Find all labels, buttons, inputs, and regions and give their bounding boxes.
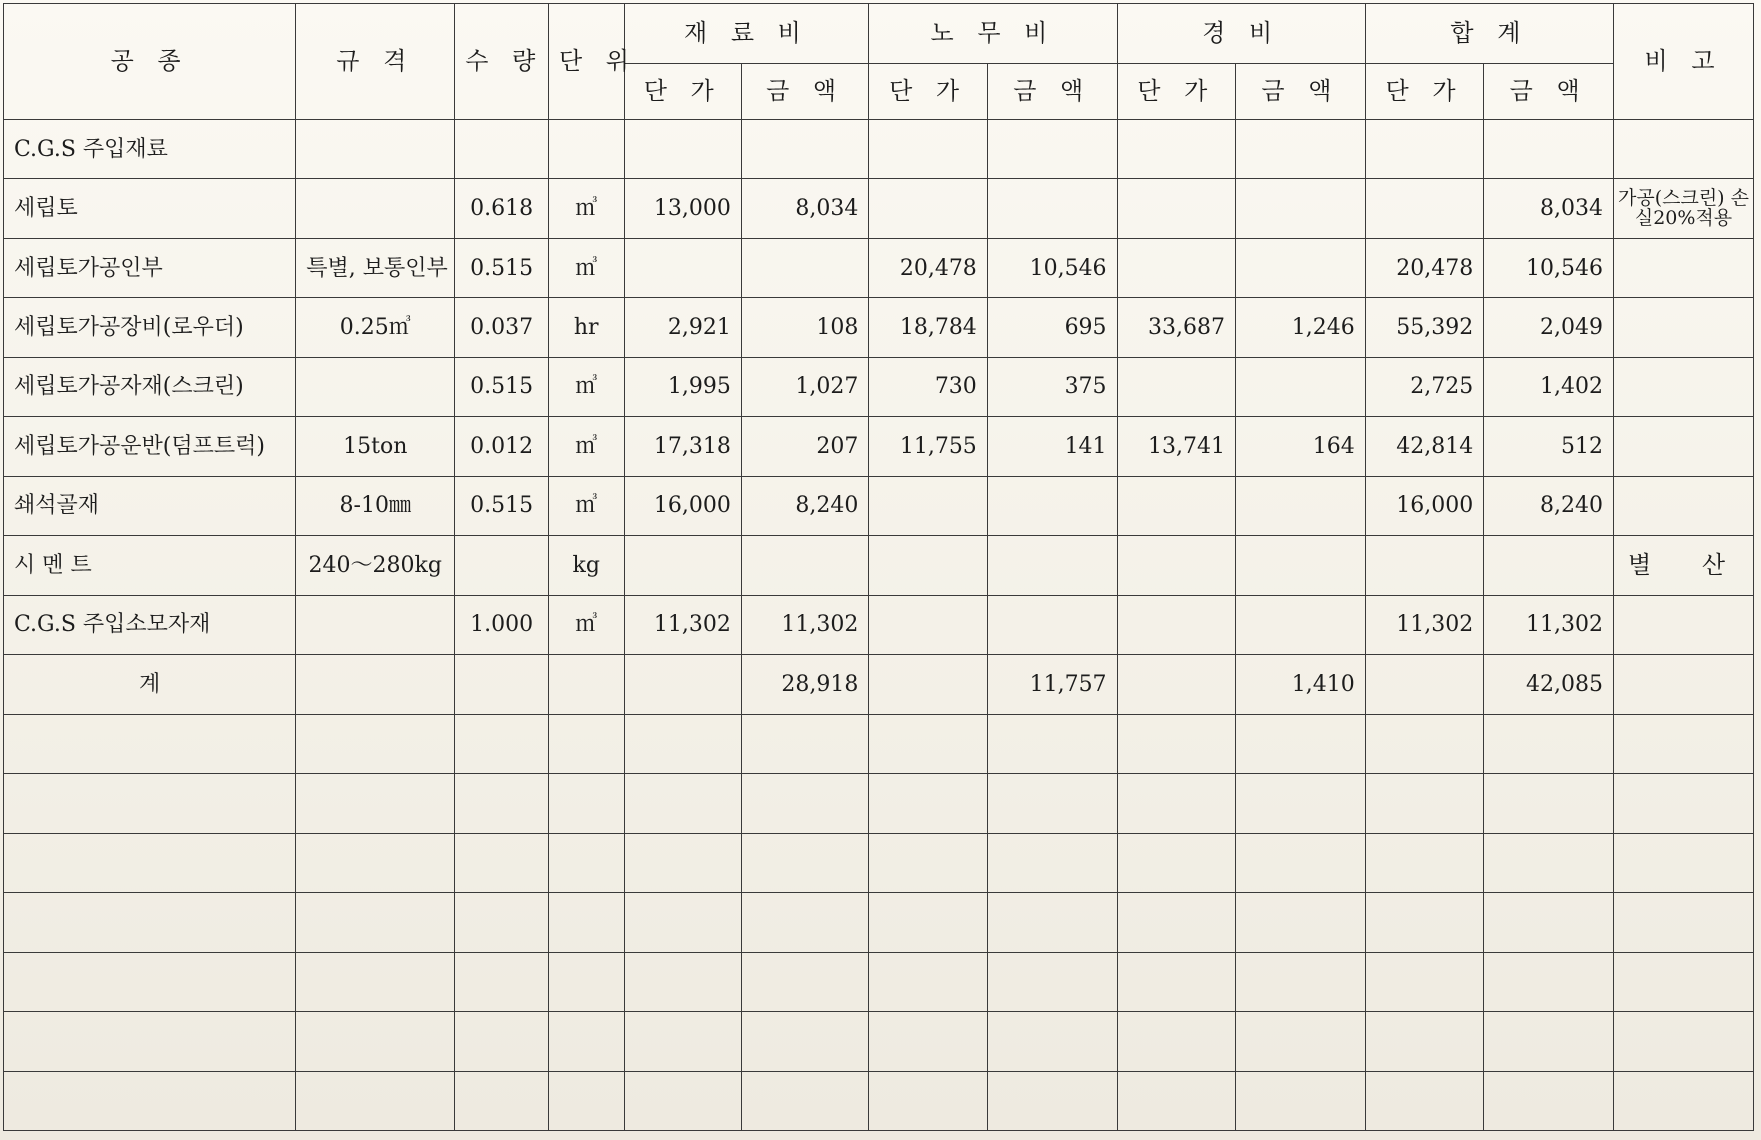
unit-cell: ㎥ (548, 476, 624, 535)
header-expense-amount: 금 액 (1236, 64, 1366, 120)
quantity-cell (455, 1071, 549, 1131)
labor-unit-price-cell (869, 893, 987, 952)
unit-cell: kg (548, 536, 624, 595)
expense-amount-cell (1236, 536, 1366, 595)
header-expense: 경 비 (1117, 4, 1365, 64)
quantity-cell: 0.037 (455, 298, 549, 357)
table-row (4, 774, 1754, 833)
remark-cell (1614, 476, 1754, 535)
unit-cost-table (3, 3, 1754, 1131)
remark-cell (1614, 1012, 1754, 1071)
spec-cell (296, 1012, 455, 1071)
item-name-cell: 계 (4, 655, 296, 714)
table-row (4, 1012, 1754, 1071)
total-unit-price-cell (1365, 893, 1483, 952)
material-unit-price-cell (624, 536, 741, 595)
labor-amount-cell (987, 120, 1117, 179)
expense-unit-price-cell (1117, 179, 1235, 238)
labor-unit-price-cell: 20,478 (869, 238, 987, 297)
unit-cell (548, 774, 624, 833)
material-unit-price-cell: 13,000 (624, 179, 741, 238)
material-amount-cell (741, 120, 868, 179)
material-amount-cell (741, 774, 868, 833)
material-amount-cell: 8,034 (741, 179, 868, 238)
table-row (4, 417, 1754, 476)
total-amount-cell (1484, 893, 1614, 952)
quantity-cell (455, 893, 549, 952)
item-name-cell (4, 1012, 296, 1071)
remark-cell (1614, 357, 1754, 416)
expense-amount-cell (1236, 238, 1366, 297)
expense-amount-cell (1236, 357, 1366, 416)
expense-amount-cell (1236, 120, 1366, 179)
expense-unit-price-cell (1117, 714, 1235, 773)
labor-amount-cell (987, 893, 1117, 952)
total-row (4, 655, 1754, 714)
total-unit-price-cell: 11,302 (1365, 595, 1483, 654)
spec-cell (296, 833, 455, 892)
spec-cell (296, 952, 455, 1011)
expense-amount-cell (1236, 1071, 1366, 1131)
header-item: 공 종 (4, 4, 296, 120)
labor-unit-price-cell (869, 179, 987, 238)
item-name-cell: 세립토 (4, 179, 296, 238)
spec-cell (296, 595, 455, 654)
labor-amount-cell (987, 595, 1117, 654)
unit-cell: ㎥ (548, 417, 624, 476)
labor-unit-price-cell (869, 952, 987, 1011)
material-unit-price-cell: 16,000 (624, 476, 741, 535)
expense-amount-cell (1236, 179, 1366, 238)
item-name-cell: C.G.S 주입소모자재 (4, 595, 296, 654)
material-amount-cell (741, 893, 868, 952)
material-unit-price-cell: 17,318 (624, 417, 741, 476)
labor-unit-price-cell (869, 714, 987, 773)
labor-amount-cell (987, 1012, 1117, 1071)
header-spec: 규 격 (296, 4, 455, 120)
table-row (4, 595, 1754, 654)
unit-cell (548, 952, 624, 1011)
total-unit-price-cell: 55,392 (1365, 298, 1483, 357)
total-unit-price-cell (1365, 179, 1483, 238)
unit-cell (548, 120, 624, 179)
labor-amount-cell (987, 536, 1117, 595)
remark-cell (1614, 893, 1754, 952)
total-unit-price-cell (1365, 120, 1483, 179)
expense-unit-price-cell: 33,687 (1117, 298, 1235, 357)
expense-unit-price-cell (1117, 476, 1235, 535)
labor-amount-cell: 141 (987, 417, 1117, 476)
expense-unit-price-cell (1117, 238, 1235, 297)
material-amount-cell: 108 (741, 298, 868, 357)
total-amount-cell: 8,240 (1484, 476, 1614, 535)
labor-unit-price-cell (869, 833, 987, 892)
labor-unit-price-cell (869, 595, 987, 654)
quantity-cell (455, 833, 549, 892)
expense-amount-cell (1236, 476, 1366, 535)
labor-amount-cell: 695 (987, 298, 1117, 357)
total-amount-cell: 10,546 (1484, 238, 1614, 297)
remark-cell (1614, 774, 1754, 833)
material-amount-cell (741, 714, 868, 773)
total-amount-cell (1484, 714, 1614, 773)
remark-cell (1614, 833, 1754, 892)
item-name-cell (4, 952, 296, 1011)
total-unit-price-cell (1365, 952, 1483, 1011)
remark-cell: 별 산 (1614, 536, 1754, 595)
material-amount-cell: 207 (741, 417, 868, 476)
labor-unit-price-cell: 18,784 (869, 298, 987, 357)
labor-amount-cell (987, 774, 1117, 833)
unit-cell: hr (548, 298, 624, 357)
expense-unit-price-cell (1117, 833, 1235, 892)
header-material: 재 료 비 (624, 4, 869, 64)
header-material-unit-price: 단 가 (624, 64, 741, 120)
remark-cell (1614, 595, 1754, 654)
spec-cell (296, 120, 455, 179)
quantity-cell (455, 536, 549, 595)
material-unit-price-cell (624, 1071, 741, 1131)
material-unit-price-cell (624, 655, 741, 714)
remark-cell (1614, 417, 1754, 476)
expense-amount-cell (1236, 833, 1366, 892)
expense-amount-cell: 1,246 (1236, 298, 1366, 357)
total-unit-price-cell (1365, 774, 1483, 833)
unit-cell (548, 714, 624, 773)
header-labor-amount: 금 액 (987, 64, 1117, 120)
total-amount-cell (1484, 833, 1614, 892)
quantity-cell: 1.000 (455, 595, 549, 654)
material-unit-price-cell (624, 120, 741, 179)
remark-cell (1614, 298, 1754, 357)
labor-amount-cell (987, 714, 1117, 773)
total-amount-cell (1484, 536, 1614, 595)
total-amount-cell: 8,034 (1484, 179, 1614, 238)
total-unit-price-cell: 42,814 (1365, 417, 1483, 476)
remark-cell (1614, 952, 1754, 1011)
quantity-cell (455, 120, 549, 179)
total-unit-price-cell: 20,478 (1365, 238, 1483, 297)
total-unit-price-cell (1365, 1071, 1483, 1131)
expense-unit-price-cell: 13,741 (1117, 417, 1235, 476)
expense-unit-price-cell (1117, 595, 1235, 654)
expense-amount-cell: 164 (1236, 417, 1366, 476)
labor-amount-cell (987, 952, 1117, 1011)
table-row (4, 833, 1754, 892)
header-labor: 노 무 비 (869, 4, 1117, 64)
quantity-cell: 0.515 (455, 357, 549, 416)
unit-cell: ㎥ (548, 595, 624, 654)
unit-cell: ㎥ (548, 357, 624, 416)
unit-cell (548, 1071, 624, 1131)
labor-amount-cell: 10,546 (987, 238, 1117, 297)
labor-unit-price-cell (869, 476, 987, 535)
spec-cell: 0.25㎥ (296, 298, 455, 357)
header-total-amount: 금 액 (1484, 64, 1614, 120)
expense-unit-price-cell (1117, 655, 1235, 714)
labor-unit-price-cell (869, 774, 987, 833)
item-name-cell: 쇄석골재 (4, 476, 296, 535)
expense-amount-cell (1236, 774, 1366, 833)
total-amount-cell: 512 (1484, 417, 1614, 476)
spec-cell: 15ton (296, 417, 455, 476)
labor-unit-price-cell (869, 655, 987, 714)
header-unit: 단 위 (548, 4, 624, 120)
total-amount-cell: 1,402 (1484, 357, 1614, 416)
labor-amount-cell (987, 476, 1117, 535)
quantity-cell: 0.618 (455, 179, 549, 238)
material-amount-cell (741, 1071, 868, 1131)
spec-cell (296, 714, 455, 773)
total-unit-price-cell (1365, 1012, 1483, 1071)
remark-cell: 가공(스크린) 손실20%적용 (1614, 179, 1754, 238)
header-material-amount: 금 액 (741, 64, 868, 120)
labor-amount-cell (987, 179, 1117, 238)
header-remark: 비 고 (1614, 4, 1754, 120)
quantity-cell: 0.515 (455, 476, 549, 535)
material-amount-cell (741, 536, 868, 595)
material-unit-price-cell (624, 238, 741, 297)
item-name-cell: C.G.S 주입재료 (4, 120, 296, 179)
expense-unit-price-cell (1117, 357, 1235, 416)
labor-unit-price-cell (869, 536, 987, 595)
table-row (4, 536, 1754, 595)
remark-cell (1614, 655, 1754, 714)
material-amount-cell (741, 238, 868, 297)
total-amount-cell (1484, 1012, 1614, 1071)
item-name-cell (4, 774, 296, 833)
item-name-cell (4, 1071, 296, 1131)
header-expense-unit-price: 단 가 (1117, 64, 1235, 120)
expense-unit-price-cell (1117, 774, 1235, 833)
spec-cell: 8-10㎜ (296, 476, 455, 535)
total-unit-price-cell (1365, 536, 1483, 595)
material-amount-cell: 11,302 (741, 595, 868, 654)
item-name-cell (4, 714, 296, 773)
labor-unit-price-cell (869, 1012, 987, 1071)
material-unit-price-cell (624, 952, 741, 1011)
material-unit-price-cell: 11,302 (624, 595, 741, 654)
table-row (4, 120, 1754, 179)
table-row (4, 298, 1754, 357)
labor-amount-cell (987, 833, 1117, 892)
labor-unit-price-cell (869, 1071, 987, 1131)
quantity-cell: 0.012 (455, 417, 549, 476)
material-amount-cell: 28,918 (741, 655, 868, 714)
labor-unit-price-cell: 11,755 (869, 417, 987, 476)
expense-amount-cell (1236, 714, 1366, 773)
quantity-cell: 0.515 (455, 238, 549, 297)
material-unit-price-cell (624, 833, 741, 892)
remark-cell (1614, 714, 1754, 773)
labor-amount-cell: 11,757 (987, 655, 1117, 714)
material-unit-price-cell (624, 714, 741, 773)
spec-cell (296, 1071, 455, 1131)
total-unit-price-cell (1365, 833, 1483, 892)
material-unit-price-cell (624, 1012, 741, 1071)
total-amount-cell (1484, 120, 1614, 179)
table-header (4, 4, 1754, 120)
expense-unit-price-cell (1117, 1012, 1235, 1071)
table-row (4, 952, 1754, 1011)
spec-cell (296, 179, 455, 238)
material-amount-cell: 8,240 (741, 476, 868, 535)
labor-amount-cell: 375 (987, 357, 1117, 416)
item-name-cell: 세립토가공자재(스크린) (4, 357, 296, 416)
total-unit-price-cell: 16,000 (1365, 476, 1483, 535)
expense-amount-cell (1236, 1012, 1366, 1071)
header-total: 합 계 (1365, 4, 1613, 64)
table-row (4, 179, 1754, 238)
total-amount-cell: 2,049 (1484, 298, 1614, 357)
quantity-cell (455, 1012, 549, 1071)
total-amount-cell (1484, 774, 1614, 833)
material-unit-price-cell: 1,995 (624, 357, 741, 416)
table-row (4, 1071, 1754, 1131)
labor-amount-cell (987, 1071, 1117, 1131)
material-unit-price-cell (624, 893, 741, 952)
header-labor-unit-price: 단 가 (869, 64, 987, 120)
table-row (4, 476, 1754, 535)
spec-cell (296, 655, 455, 714)
unit-cell (548, 655, 624, 714)
item-name-cell: 시 멘 트 (4, 536, 296, 595)
table-row (4, 714, 1754, 773)
table-row (4, 357, 1754, 416)
unit-cell (548, 893, 624, 952)
material-unit-price-cell (624, 774, 741, 833)
expense-amount-cell (1236, 952, 1366, 1011)
spec-cell (296, 357, 455, 416)
expense-unit-price-cell (1117, 120, 1235, 179)
total-amount-cell: 42,085 (1484, 655, 1614, 714)
unit-cell (548, 833, 624, 892)
item-name-cell: 세립토가공운반(덤프트럭) (4, 417, 296, 476)
expense-unit-price-cell (1117, 1071, 1235, 1131)
expense-amount-cell (1236, 893, 1366, 952)
total-amount-cell (1484, 952, 1614, 1011)
total-amount-cell: 11,302 (1484, 595, 1614, 654)
total-unit-price-cell: 2,725 (1365, 357, 1483, 416)
expense-unit-price-cell (1117, 893, 1235, 952)
total-unit-price-cell (1365, 655, 1483, 714)
unit-cell: ㎥ (548, 179, 624, 238)
quantity-cell (455, 952, 549, 1011)
total-amount-cell (1484, 1071, 1614, 1131)
spec-cell (296, 774, 455, 833)
expense-amount-cell: 1,410 (1236, 655, 1366, 714)
quantity-cell (455, 714, 549, 773)
expense-unit-price-cell (1117, 536, 1235, 595)
header-qty: 수 량 (455, 4, 549, 120)
material-amount-cell (741, 1012, 868, 1071)
table-body (4, 120, 1754, 1131)
remark-cell (1614, 1071, 1754, 1131)
header-total-unit-price: 단 가 (1365, 64, 1483, 120)
quantity-cell (455, 774, 549, 833)
item-name-cell (4, 893, 296, 952)
unit-cell (548, 1012, 624, 1071)
labor-unit-price-cell (869, 120, 987, 179)
material-amount-cell (741, 952, 868, 1011)
item-name-cell (4, 833, 296, 892)
expense-amount-cell (1236, 595, 1366, 654)
unit-cell: ㎥ (548, 238, 624, 297)
remark-cell (1614, 120, 1754, 179)
material-unit-price-cell: 2,921 (624, 298, 741, 357)
expense-unit-price-cell (1117, 952, 1235, 1011)
material-amount-cell (741, 833, 868, 892)
spec-cell: 특별, 보통인부 (296, 238, 455, 297)
spec-cell (296, 893, 455, 952)
table-row (4, 238, 1754, 297)
labor-unit-price-cell: 730 (869, 357, 987, 416)
spec-cell: 240～280kg (296, 536, 455, 595)
table-row (4, 893, 1754, 952)
total-unit-price-cell (1365, 714, 1483, 773)
item-name-cell: 세립토가공장비(로우더) (4, 298, 296, 357)
item-name-cell: 세립토가공인부 (4, 238, 296, 297)
quantity-cell (455, 655, 549, 714)
remark-cell (1614, 238, 1754, 297)
material-amount-cell: 1,027 (741, 357, 868, 416)
